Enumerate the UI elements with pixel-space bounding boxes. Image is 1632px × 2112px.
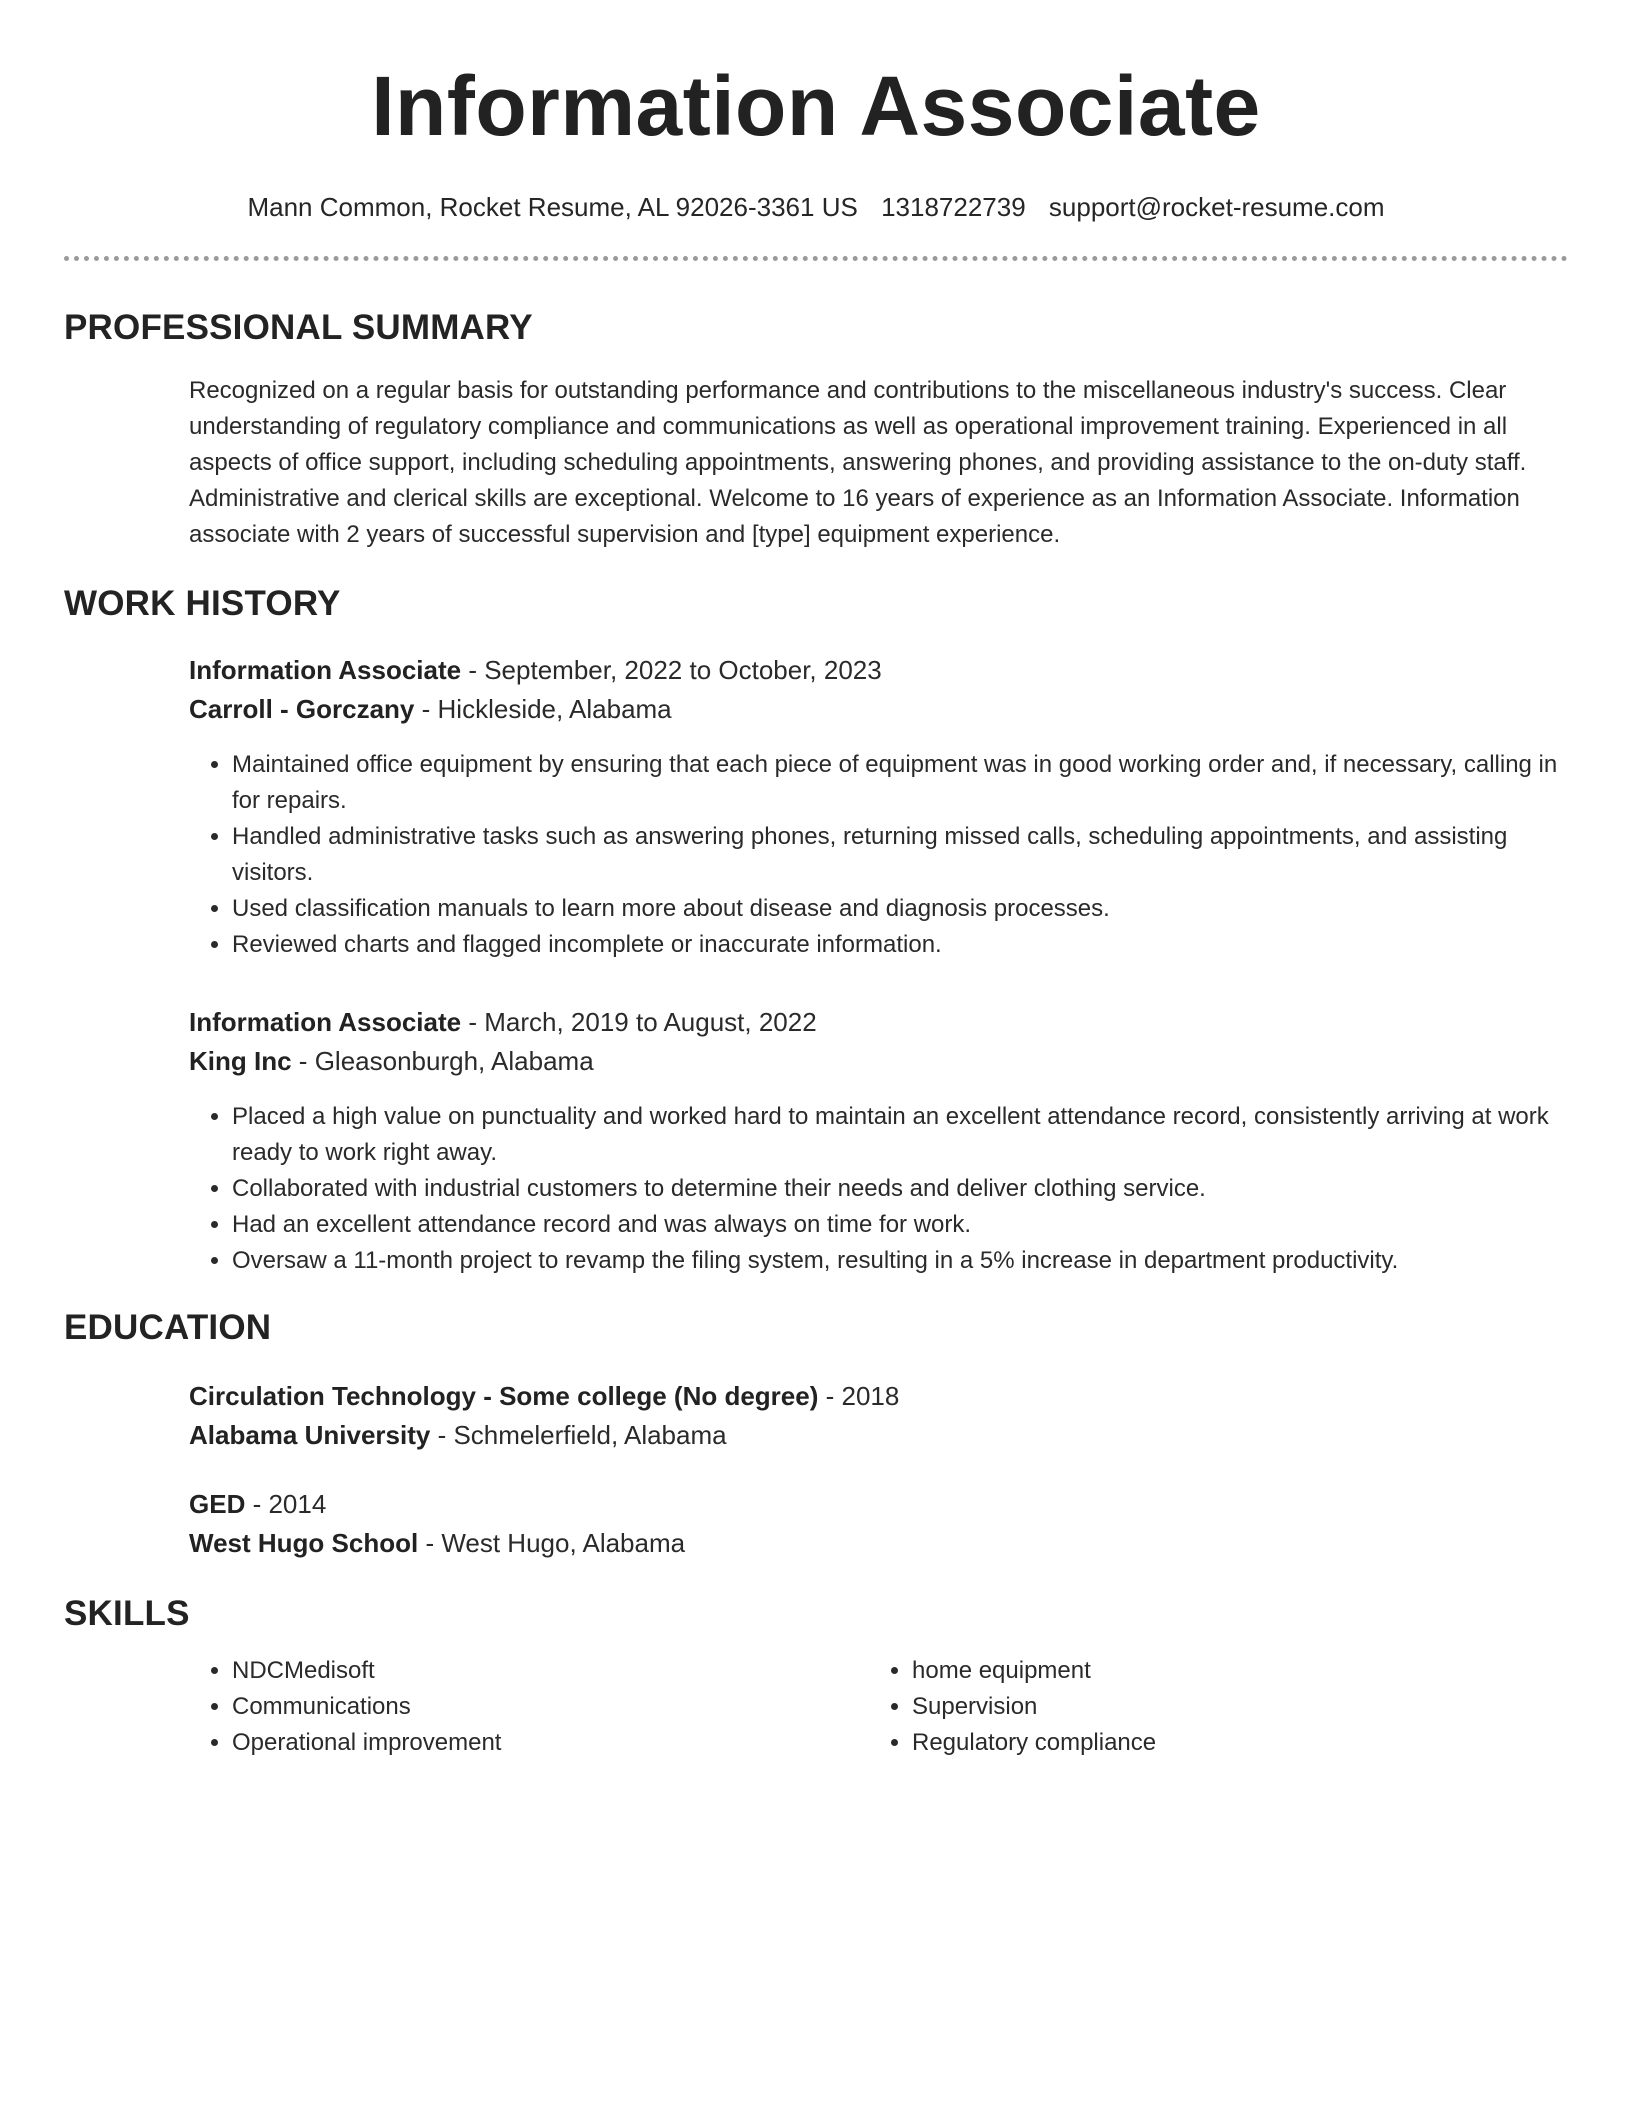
professional-summary-section: [64, 307, 1568, 553]
job-location: Hickleside, Alabama: [437, 694, 672, 724]
job-bullet: • Collaborated with industrial customers to determine their needs and deliver clothing service.: [232, 1171, 1568, 1207]
skills-column-right: [869, 1653, 1549, 1761]
job-bullet: • Maintained office equipment by ensuring that each piece of equipment was in good working order and, if necessary, calling in for repairs.: [232, 747, 1568, 819]
education-school: Alabama University: [189, 1420, 431, 1450]
education-school-line: West Hugo School - West Hugo, Alabama: [189, 1528, 686, 1558]
education-degree-line: GED - 2014: [189, 1489, 327, 1519]
job-position: Information Associate: [189, 655, 462, 685]
job-location: Gleasonburgh, Alabama: [314, 1046, 594, 1076]
education-entry: [189, 1377, 1568, 1455]
job-bullet: • Had an excellent attendance record and was always on time for work.: [232, 1207, 1568, 1243]
resume-header: [64, 0, 1568, 224]
job-company-line: Carroll - Gorczany - Hickleside, Alabama: [189, 694, 672, 724]
skill-item: • home equipment: [912, 1653, 1549, 1689]
contact-email: support@rocket-resume.com: [1048, 192, 1385, 222]
job-company: King Inc: [189, 1046, 292, 1076]
education-location: West Hugo, Alabama: [441, 1528, 686, 1558]
job-bullet: • Used classification manuals to learn more about disease and diagnosis processes.: [232, 891, 1568, 927]
section-title-skills: SKILLS: [64, 1594, 190, 1633]
job-bullet: • Oversaw a 11-month project to revamp the filing system, resulting in a 5% increase in department productivity.: [232, 1243, 1568, 1279]
skill-item: • Operational improvement: [232, 1725, 869, 1761]
education-degree-line: Circulation Technology - Some college (No degree) - 2018: [189, 1381, 900, 1411]
job-dates: March, 2019 to August, 2022: [484, 1007, 817, 1037]
skills-grid: [189, 1653, 1568, 1761]
job-bullets: [189, 1099, 1568, 1279]
header-divider: [64, 256, 1568, 261]
job-entry: [189, 1003, 1568, 1279]
education-degree: GED: [189, 1489, 246, 1519]
skill-item: • Communications: [232, 1689, 869, 1725]
work-history-section: [64, 583, 1568, 1279]
contact-info: [64, 190, 1568, 224]
education-section: [64, 1307, 1568, 1563]
section-title-summary: PROFESSIONAL SUMMARY: [64, 308, 533, 347]
job-company: Carroll - Gorczany: [189, 694, 415, 724]
section-title-education: EDUCATION: [64, 1308, 272, 1347]
skill-item: • Regulatory compliance: [912, 1725, 1549, 1761]
education-location: Schmelerfield, Alabama: [453, 1420, 727, 1450]
skill-item: • Supervision: [912, 1689, 1549, 1725]
education-year: 2014: [268, 1489, 327, 1519]
education-entry: [189, 1485, 1568, 1563]
skills-list-left: [189, 1653, 869, 1761]
job-bullet: • Placed a high value on punctuality and worked hard to maintain an excellent attendance record, consistently arriving at work ready to work right away.: [232, 1099, 1568, 1171]
job-bullet: • Reviewed charts and flagged incomplete or inaccurate information.: [232, 927, 1568, 963]
candidate-name: Information Associate: [371, 59, 1261, 153]
skills-column-left: [189, 1653, 869, 1761]
contact-address: Mann Common, Rocket Resume, AL 92026-3361 US: [247, 192, 858, 222]
education-school-line: Alabama University - Schmelerfield, Alabama: [189, 1420, 727, 1450]
contact-phone: 1318722739: [881, 192, 1026, 222]
job-bullets: [189, 747, 1568, 963]
section-title-work-history: WORK HISTORY: [64, 584, 341, 623]
job-dates: September, 2022 to October, 2023: [484, 655, 882, 685]
skill-item: • NDCMedisoft: [232, 1653, 869, 1689]
job-entry: [189, 651, 1568, 963]
education-degree: Circulation Technology - Some college (No degree): [189, 1381, 819, 1411]
job-position: Information Associate: [189, 1007, 462, 1037]
job-bullet: • Handled administrative tasks such as answering phones, returning missed calls, scheduling appointments, and assisting visitors.: [232, 819, 1568, 891]
job-company-line: King Inc - Gleasonburgh, Alabama: [189, 1046, 594, 1076]
education-school: West Hugo School: [189, 1528, 419, 1558]
skills-list-right: [869, 1653, 1549, 1761]
education-year: 2018: [841, 1381, 900, 1411]
job-title-line: Information Associate - March, 2019 to August, 2022: [189, 1007, 817, 1037]
skills-section: [64, 1593, 1568, 1761]
summary-text: Recognized on a regular basis for outstanding performance and contributions to the miscellaneous industry's success. Clear understanding of regulatory compliance and communications as well as operational improvement training. Experienced in all aspects of office support, including scheduling appointments, answering phones, and providing assistance to the on-duty staff. Administrative and clerical skills are exceptional. Welcome to 16 years of experience as an Information Associate. Information associate with 2 years of successful supervision and [type] equipment experience.: [189, 377, 1527, 548]
job-title-line: Information Associate - September, 2022 to October, 2023: [189, 655, 882, 685]
